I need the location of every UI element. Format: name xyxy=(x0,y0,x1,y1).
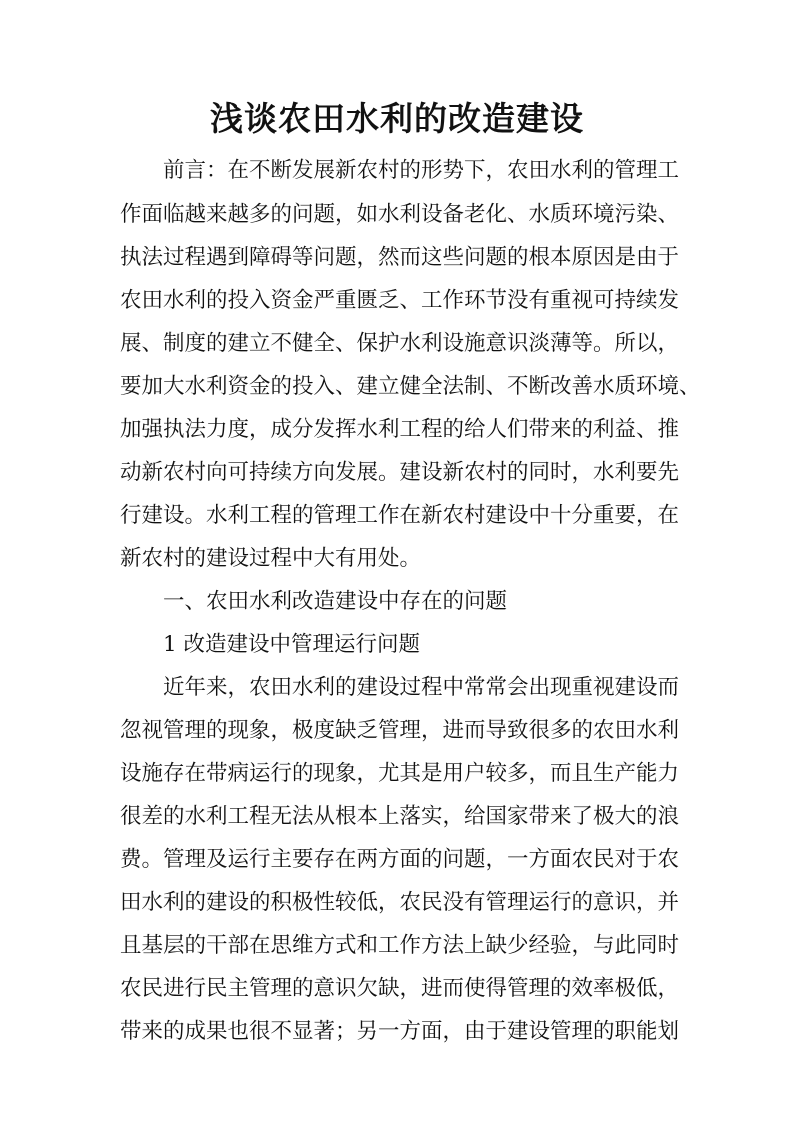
paragraph-line: 前言：在不断发展新农村的形势下，农田水利的管理工 xyxy=(163,158,680,183)
paragraph-line: 加强执法力度，成分发挥水利工程的给人们带来的利益、推 xyxy=(120,417,680,442)
paragraph-line: 费。管理及运行主要存在两方面的问题，一方面农民对于农 xyxy=(120,847,680,872)
paragraph-line: 动新农村向可持续方向发展。建设新农村的同时，水利要先 xyxy=(120,460,680,485)
section-heading: 一、农田水利改造建设中存在的问题 xyxy=(163,589,508,614)
paragraph-line: 带来的成果也很不显著；另一方面，由于建设管理的职能划 xyxy=(120,1019,680,1044)
paragraph-line: 田水利的建设的积极性较低，农民没有管理运行的意识，并 xyxy=(120,890,680,915)
paragraph-line: 执法过程遇到障碍等问题，然而这些问题的根本原因是由于 xyxy=(120,245,680,270)
paragraph-line: 新农村的建设过程中大有用处。 xyxy=(120,546,422,571)
paragraph-line: 作面临越来越多的问题，如水利设备老化、水质环境污染、 xyxy=(120,202,680,227)
paragraph-line: 很差的水利工程无法从根本上落实，给国家带来了极大的浪 xyxy=(120,804,680,829)
paragraph-line: 行建设。水利工程的管理工作在新农村建设中十分重要，在 xyxy=(120,503,680,528)
paragraph-line: 要加大水利资金的投入、建立健全法制、不断改善水质环境、 xyxy=(120,374,701,399)
paragraph-line: 近年来，农田水利的建设过程中常常会出现重视建设而 xyxy=(163,675,680,700)
paragraph-line: 展、制度的建立不健全、保护水利设施意识淡薄等。所以， xyxy=(120,331,680,356)
document-title: 浅谈农田水利的改造建设 xyxy=(210,99,584,138)
paragraph-line: 忽视管理的现象，极度缺乏管理，进而导致很多的农田水利 xyxy=(120,718,680,743)
subsection-heading: 1 改造建设中管理运行问题 xyxy=(163,632,421,657)
paragraph-line: 农田水利的投入资金严重匮乏、工作环节没有重视可持续发 xyxy=(120,288,680,313)
paragraph-line: 设施存在带病运行的现象，尤其是用户较多，而且生产能力 xyxy=(120,761,680,786)
paragraph-line: 且基层的干部在思维方式和工作方法上缺少经验，与此同时 xyxy=(120,933,680,958)
paragraph-line: 农民进行民主管理的意识欠缺，进而使得管理的效率极低， xyxy=(120,976,680,1001)
